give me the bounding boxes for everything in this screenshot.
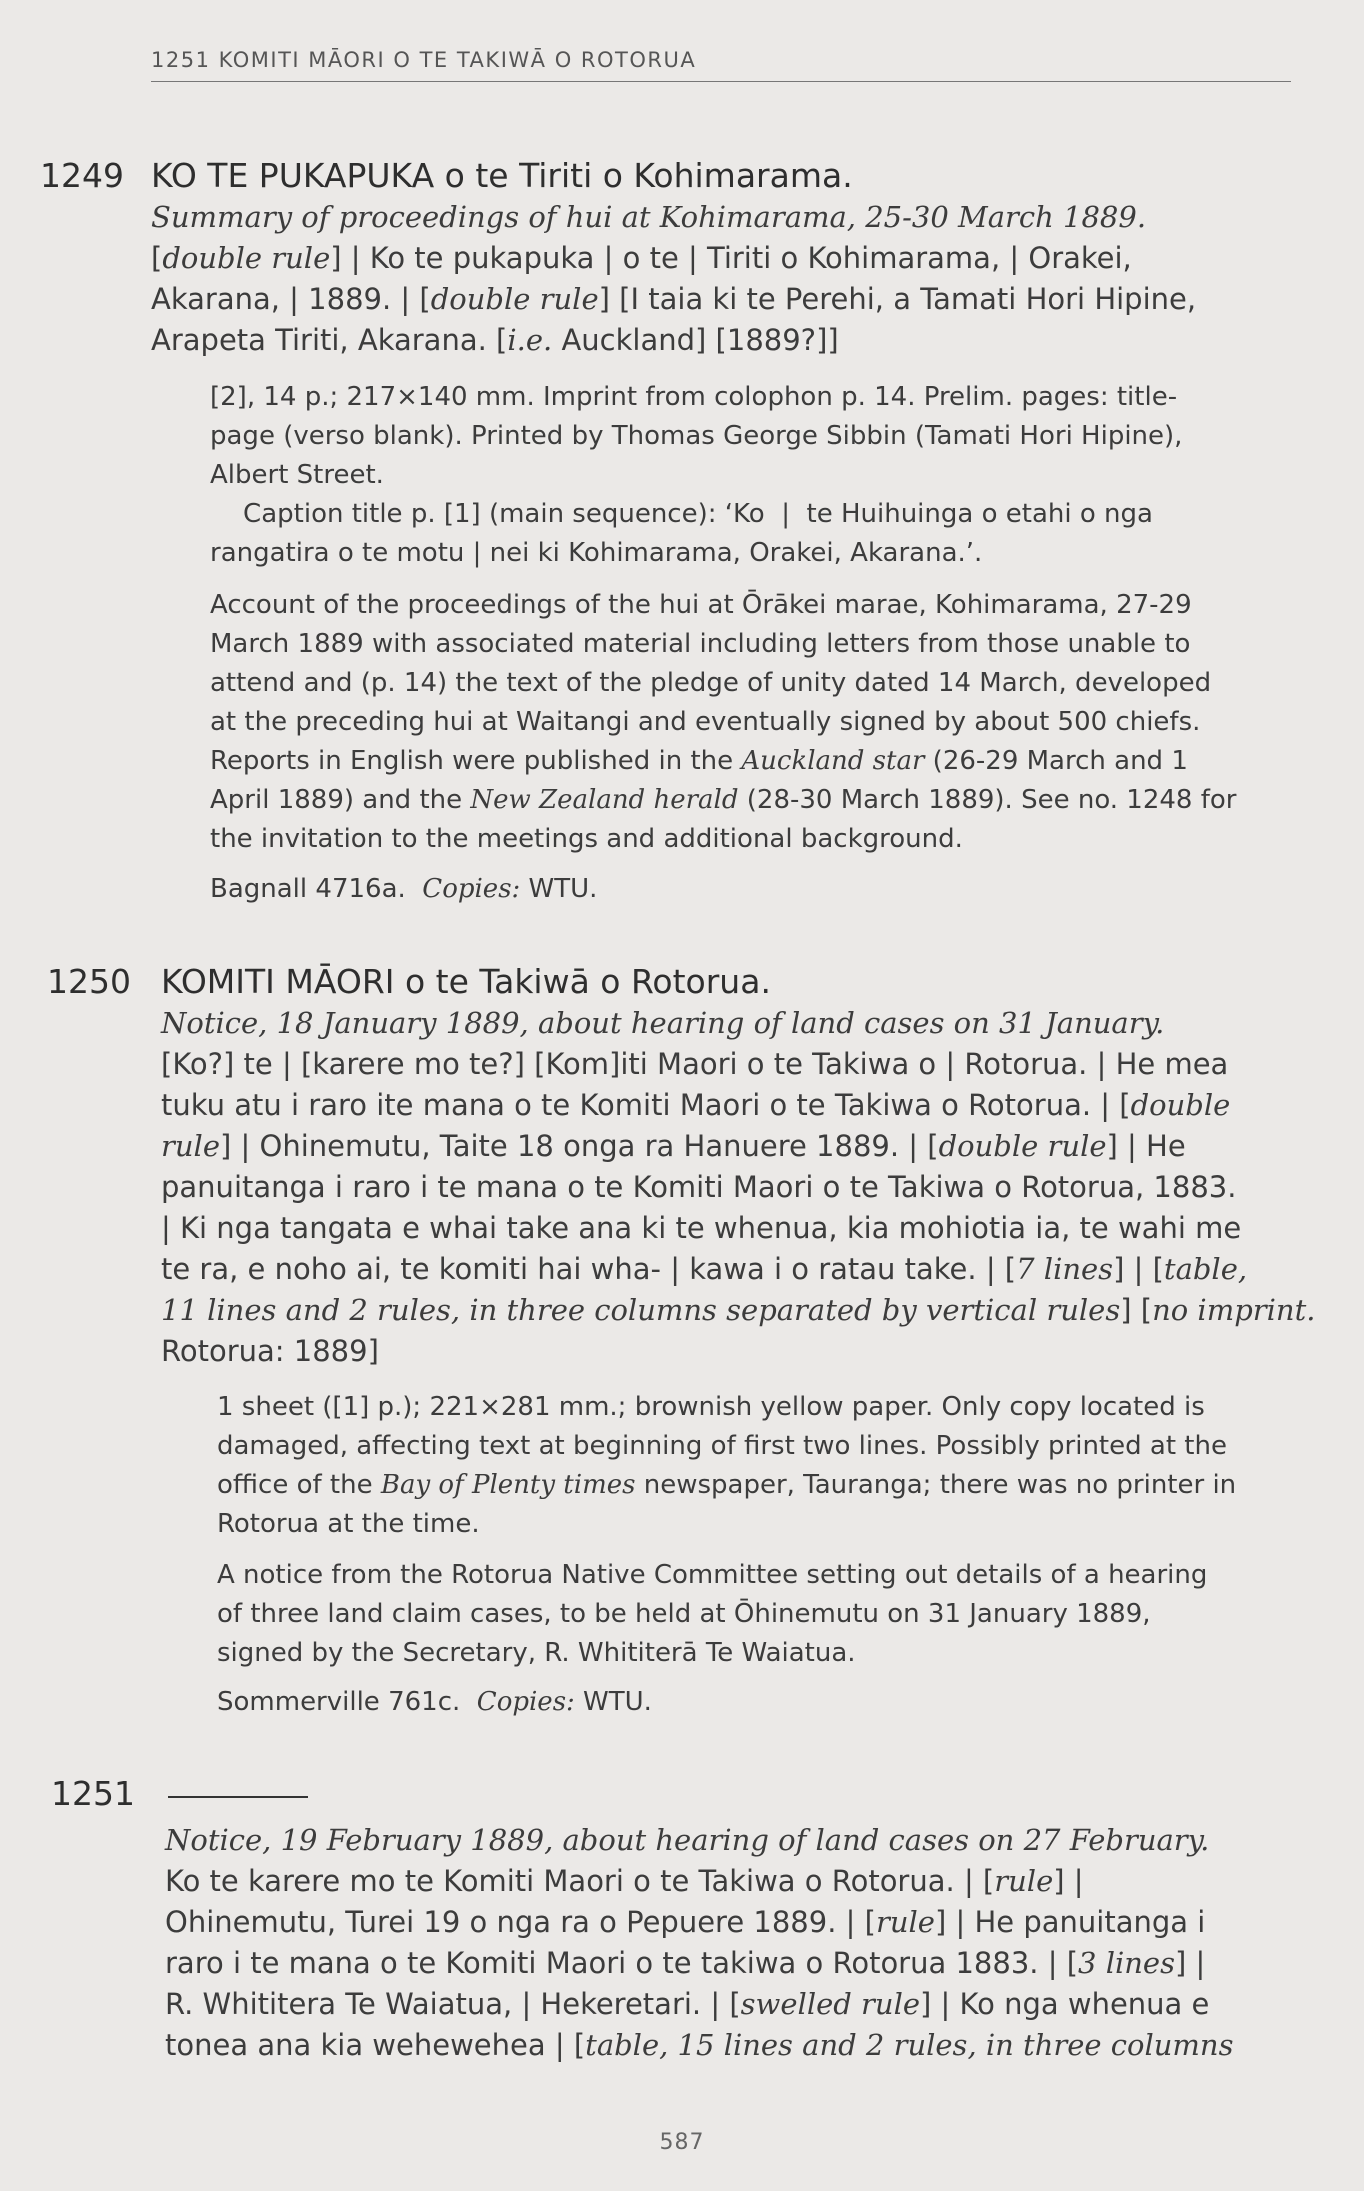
text-run: WTU. (574, 1687, 652, 1717)
text-run: ] | He (1106, 1129, 1186, 1163)
transcription-line: [Ko?] te | [karere mo te?] [Kom]iti Maori o te Takiwa o | Rotorua. | He mea (161, 1047, 1229, 1081)
note-line: damaged, affecting text at beginning of first two lines. Possibly printed at the (217, 1431, 1227, 1461)
note-line: page (verso blank). Printed by Thomas George Sibbin (Tamati Hori Hipine), (210, 421, 1183, 451)
italic-text-run: double rule (162, 241, 331, 275)
text-run: April 1889) and the (210, 785, 471, 815)
note-line: the invitation to the meetings and additional background. (210, 824, 963, 854)
note-line: signed by the Secretary, R. Whititerā Te Waiatua. (217, 1638, 856, 1668)
text-run: Bagnall 4716a. (210, 874, 423, 904)
text-run: [ (151, 241, 163, 275)
text-run: ] [I taia ki te Perehi, a Tamati Hori Hipine, (598, 282, 1197, 316)
transcription-line: Rotorua: 1889] (161, 1334, 379, 1368)
note-line: Albert Street. (210, 460, 384, 490)
italic-text-run: table, 15 lines and 2 rules, in three columns (585, 2028, 1234, 2062)
heading-rest: o te Takiwā o Rotorua. (394, 962, 771, 1001)
text-run: Arapeta Tiriti, Akarana. [ (151, 323, 508, 357)
note-line (210, 781, 1237, 820)
physical-description (210, 378, 1182, 495)
text-run: Auckland] [1889?]] (552, 323, 839, 357)
entry-heading (161, 962, 771, 1001)
transcription-line (151, 279, 1196, 320)
text-run: office of the (217, 1470, 381, 1500)
physical-description (217, 1388, 1236, 1544)
text-run: (28-30 March 1889). See no. 1248 for (738, 785, 1237, 815)
text-run: ] | (1174, 1946, 1206, 1980)
italic-text-run: Copies: (422, 874, 521, 904)
note-line: March 1889 with associated material including letters from those unable to (210, 629, 1191, 659)
text-run: ] | Ko nga whenua e (920, 1987, 1210, 2021)
transcription-line: panuitanga i raro i te mana o te Komiti Maori o te Takiwa o Rotorua, 1883. (161, 1170, 1237, 1204)
transcription-line (165, 1984, 1234, 2025)
entry-number: 1250 (47, 962, 131, 1001)
entry-summary: Summary of proceedings of hui at Kohimarama, 25-30 March 1889. (151, 200, 1147, 234)
text-run: tuku atu i raro ite mana o te Komiti Maori o te Takiwa o Rotorua. | [ (161, 1088, 1131, 1122)
entry-summary-and-transcription (165, 1820, 1234, 2066)
transcription-line (161, 1126, 1315, 1167)
italic-text-run: double rule (430, 282, 599, 316)
account-note (217, 1556, 1207, 1673)
note-line: Caption title p. [1] (main sequence): ‘Ko | te Huihuinga o etahi o nga (210, 499, 1153, 529)
ditto-heading-rule (168, 1796, 308, 1798)
text-run: Reports in English were published in the (210, 746, 742, 776)
text-run: raro i te mana o te Komiti Maori o te takiwa o Rotorua 1883. | [ (165, 1946, 1079, 1980)
italic-text-run: rule (875, 1905, 935, 1939)
transcription-line (161, 1290, 1315, 1331)
transcription-line: | Ki nga tangata e whai take ana ki te whenua, kia mohiotia ia, te wahi me (161, 1211, 1242, 1245)
note-line (210, 742, 1237, 781)
note-line: [2], 14 p.; 217×140 mm. Imprint from colophon p. 14. Prelim. pages: title- (210, 382, 1178, 412)
bibliographic-references (210, 870, 597, 909)
heading-rest: o te Tiriti o Kohimarama. (434, 156, 853, 195)
note-line: Account of the proceedings of the hui at Ōrākei marae, Kohimarama, 27-29 (210, 590, 1192, 620)
italic-text-run: swelled rule (740, 1987, 921, 2021)
entry-number: 1251 (51, 1774, 135, 1813)
text-run: ] | Ohinemutu, Taite 18 onga ra Hanuere 1889. | [ (219, 1129, 939, 1163)
transcription-line (151, 320, 1196, 361)
text-run: ] | Ko te pukapuka | o te | Tiriti o Kohimarama, | Orakei, (330, 241, 1132, 275)
text-run: ] | (1053, 1864, 1084, 1898)
note-line: rangatira o te motu | nei ki Kohimarama, Orakei, Akarana.’. (210, 538, 983, 568)
text-run: (26-29 March and 1 (924, 746, 1188, 776)
transcription-line (165, 1861, 1234, 1902)
heading-title: KOMITI MĀORI (161, 962, 395, 1001)
transcription-line (161, 1249, 1315, 1290)
entry-summary: Notice, 18 January 1889, about hearing of land cases on 31 January. (161, 1006, 1165, 1040)
italic-text-run: i.e. (507, 323, 553, 357)
text-run: WTU. (520, 874, 598, 904)
italic-text-run: rule (994, 1864, 1054, 1898)
text-run: te ra, e noho ai, te komiti hai wha- | kawa i o ratau take. | [ (161, 1252, 1017, 1286)
note-line: of three land claim cases, to be held at Ōhinemutu on 31 January 1889, (217, 1599, 1151, 1629)
italic-text-run: 11 lines and 2 rules, in three columns separated by vertical rules (161, 1293, 1121, 1327)
note-line: attend and (p. 14) the text of the pledge of unity dated 14 March, developed (210, 668, 1212, 698)
entry-heading (151, 156, 853, 195)
note-line (217, 1466, 1236, 1505)
italic-text-run: Bay of Plenty times (380, 1470, 636, 1500)
italic-text-run: New Zealand herald (470, 785, 739, 815)
text-run: Ohinemutu, Turei 19 o nga ra o Pepuere 1889. | [ (165, 1905, 876, 1939)
text-run: ] [ (1120, 1293, 1153, 1327)
account-note (210, 586, 1237, 859)
transcription-line (165, 1943, 1234, 1984)
text-run: Sommerville 761c. (217, 1687, 477, 1717)
note-line: Rotorua at the time. (217, 1509, 480, 1539)
transcription-line (151, 238, 1196, 279)
italic-text-run: double (1130, 1088, 1231, 1122)
entry-number: 1249 (40, 156, 124, 195)
italic-text-run: 3 lines (1078, 1946, 1175, 1980)
text-run: R. Whititera Te Waiatua, | Hekeretari. | [ (165, 1987, 741, 2021)
italic-text-run: Copies: (476, 1687, 575, 1717)
entry-summary-and-transcription (151, 197, 1196, 361)
italic-text-run: rule (161, 1129, 220, 1163)
caption-note (210, 495, 1153, 573)
text-run: ] | [ (1113, 1252, 1164, 1286)
bibliographic-references (217, 1683, 652, 1722)
entry-summary-and-transcription (161, 1003, 1315, 1372)
note-line: A notice from the Rotorua Native Committee setting out details of a hearing (217, 1560, 1208, 1590)
note-line: 1 sheet ([1] p.); 221×281 mm.; brownish yellow paper. Only copy located is (217, 1392, 1205, 1422)
text-run: Ko te karere mo te Komiti Maori o te Takiwa o Rotorua. | [ (165, 1864, 995, 1898)
page-number: 587 (659, 2130, 705, 2155)
italic-text-run: 7 lines (1016, 1252, 1114, 1286)
transcription-line (165, 1902, 1234, 1943)
note-line: at the preceding hui at Waitangi and eventually signed by about 500 chiefs. (210, 707, 1201, 737)
italic-text-run: no imprint. (1152, 1293, 1316, 1327)
heading-title: KO TE PUKAPUKA (151, 156, 435, 195)
text-run: newspaper, Tauranga; there was no printer in (635, 1470, 1237, 1500)
running-head: 1251 KOMITI MĀORI O TE TAKIWĀ O ROTORUA (151, 48, 697, 72)
text-run: Akarana, | 1889. | [ (151, 282, 431, 316)
text-run: ] | He panuitanga i (934, 1905, 1206, 1939)
italic-text-run: double rule (938, 1129, 1107, 1163)
italic-text-run: table, (1163, 1252, 1248, 1286)
transcription-line (161, 1085, 1315, 1126)
transcription-line (165, 2025, 1234, 2066)
text-run: tonea ana kia wehewehea | [ (165, 2028, 586, 2062)
running-head-rule (151, 81, 1291, 82)
entry-summary: Notice, 19 February 1889, about hearing of land cases on 27 February. (165, 1823, 1210, 1857)
italic-text-run: Auckland star (741, 746, 925, 776)
